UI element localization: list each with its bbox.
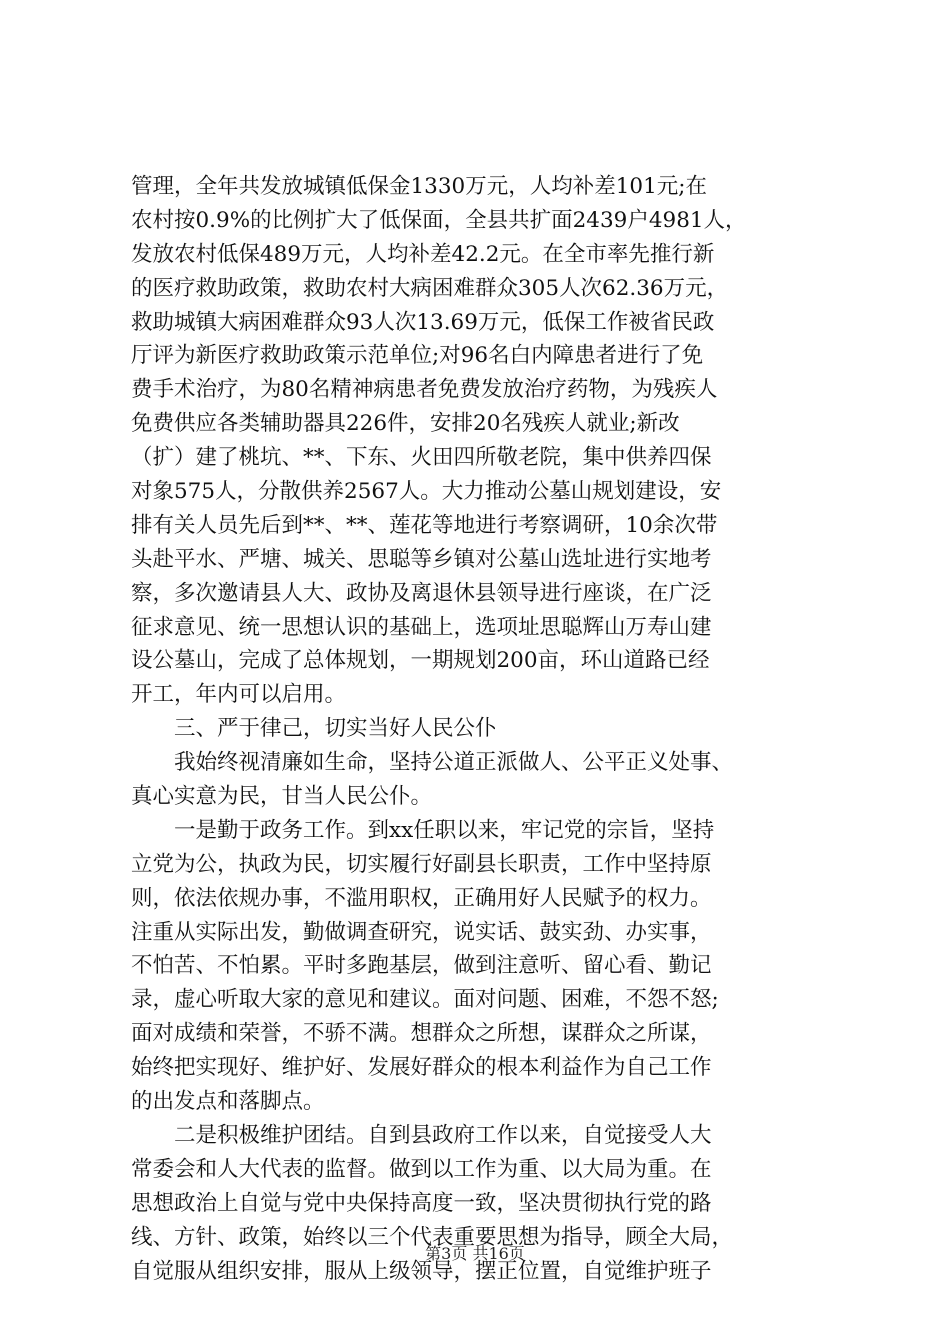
text-line: 免费供应各类辅助器具226件，安排20名残疾人就业;新改 [131, 411, 680, 437]
text-line: 厅评为新医疗救助政策示范单位;对96名白内障患者进行了免 [131, 343, 704, 369]
text-line: （扩）建了桃坑、**、下东、火田四所敬老院，集中供养四保 [131, 445, 712, 471]
text-line: 真心实意为民，甘当人民公仆。 [131, 784, 433, 810]
text-line: 我始终视清廉如生命，坚持公道正派做人、公平正义处事、 [174, 750, 734, 776]
text-line: 二是积极维护团结。自到县政府工作以来，自觉接受人大 [174, 1122, 712, 1148]
text-line: 开工，年内可以启用。 [131, 682, 347, 708]
text-line: 对象575人，分散供养2567人。大力推动公墓山规划建设，安 [131, 479, 722, 505]
text-line: 一是勤于政务工作。到xx任职以来，牢记党的宗旨，坚持 [174, 817, 715, 843]
document-body [131, 170, 831, 1288]
text-line: 立党为公，执政为民，切实履行好副县长职责，工作中坚持原 [131, 851, 712, 877]
text-line: 察，多次邀请县人大、政协及离退休县领导进行座谈，在广泛 [131, 580, 712, 606]
text-line: 设公墓山，完成了总体规划，一期规划200亩，环山道路已经 [131, 648, 710, 674]
text-line: 思想政治上自觉与党中央保持高度一致，坚决贯彻执行党的路 [131, 1190, 712, 1216]
text-line: 常委会和人大代表的监督。做到以工作为重、以大局为重。在 [131, 1156, 712, 1182]
text-line: 救助城镇大病困难群众93人次13.69万元，低保工作被省民政 [131, 309, 715, 335]
section-heading: 三、严于律己，切实当好人民公仆 [174, 716, 497, 742]
text-line: 面对成绩和荣誉，不骄不满。想群众之所想，谋群众之所谋， [131, 1021, 712, 1047]
text-line: 自觉服从组织安排，服从上级领导，摆正位置，自觉维护班子 [131, 1258, 712, 1284]
text-line: 发放农村低保489万元，人均补差42.2元。在全市率先推行新 [131, 241, 715, 267]
text-line: 的出发点和落脚点。 [131, 1089, 325, 1115]
text-line: 征求意见、统一思想认识的基础上，选项址思聪辉山万寿山建 [131, 614, 712, 640]
text-line: 农村按0.9%的比例扩大了低保面，全县共扩面2439户4981人， [131, 207, 747, 233]
text-line: 线、方针、政策，始终以三个代表重要思想为指导，顾全大局， [131, 1224, 734, 1250]
text-line: 头赴平水、严塘、城关、思聪等乡镇对公墓山选址进行实地考 [131, 546, 712, 572]
text-line: 的医疗救助政策，救助农村大病困难群众305人次62.36万元， [131, 275, 729, 301]
text-line: 管理，全年共发放城镇低保金1330万元，人均补差101元;在 [131, 174, 707, 199]
text-line: 始终把实现好、维护好、发展好群众的根本利益作为自己工作 [131, 1055, 712, 1081]
text-line: 注重从实际出发，勤做调查研究，说实话、鼓实劲、办实事， [131, 919, 712, 945]
text-line: 费手术治疗，为80名精神病患者免费发放治疗药物，为残疾人 [131, 377, 718, 403]
text-line: 排有关人员先后到**、**、莲花等地进行考察调研，10余次带 [131, 512, 718, 538]
page-number-footer: 第3页 共16页 [425, 1244, 525, 1263]
text-line: 则，依法依规办事，不滥用职权，正确用好人民赋予的权力。 [131, 885, 712, 911]
text-line: 不怕苦、不怕累。平时多跑基层，做到注意听、留心看、勤记 [131, 953, 712, 979]
text-line: 录，虚心听取大家的意见和建议。面对问题、困难，不怨不怒; [131, 987, 719, 1013]
